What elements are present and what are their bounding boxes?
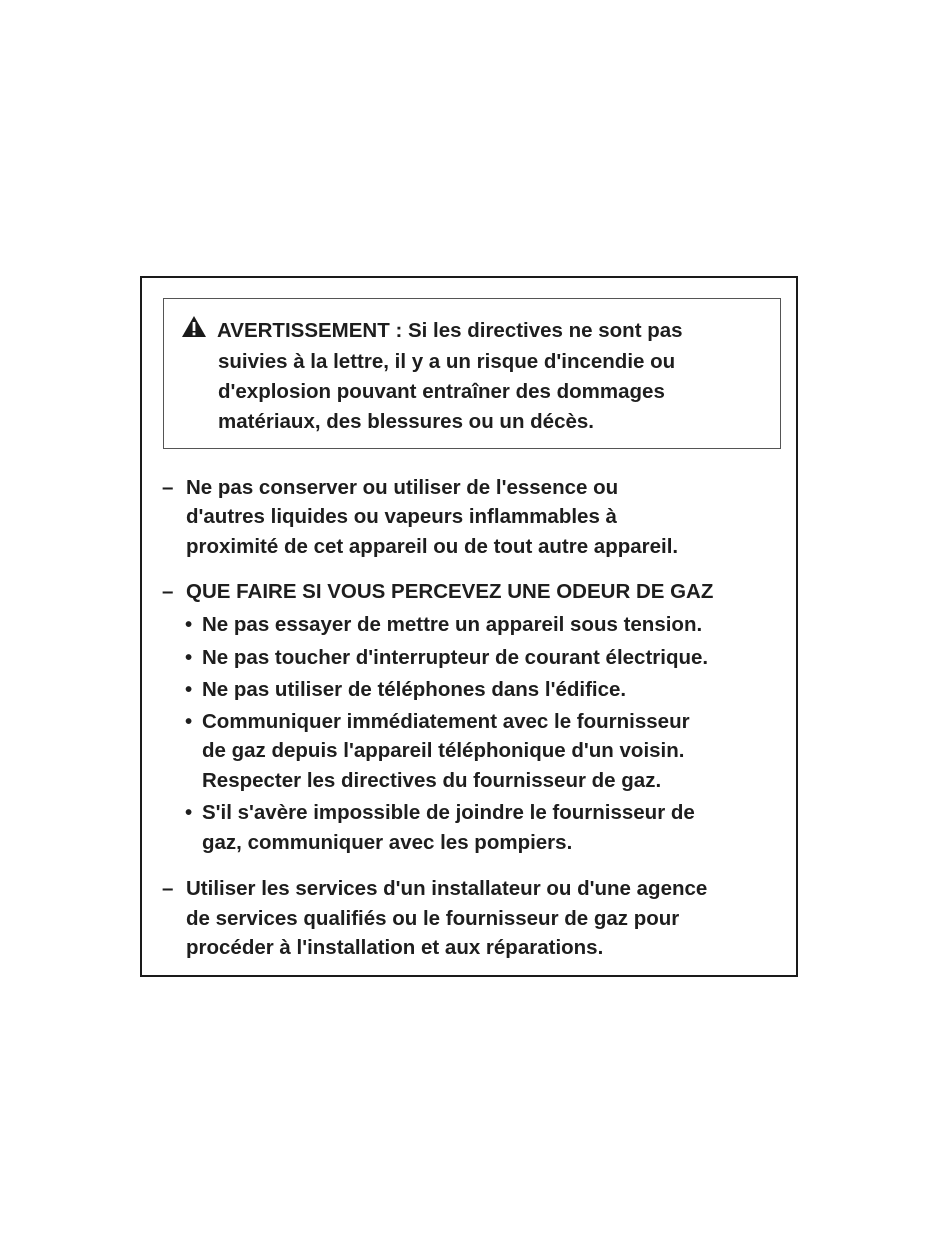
- warning-line-1: AVERTISSEMENT : Si les directives ne sont pas: [217, 319, 683, 342]
- safety-notice-box: [140, 276, 798, 977]
- warning-line-2: suivies à la lettre, il y a un risque d'incendie ou: [218, 350, 676, 373]
- item3-line-3: procéder à l'installation et aux réparations.: [186, 936, 604, 959]
- item1-line-1: Ne pas conserver ou utiliser de l'essence ou: [186, 476, 619, 499]
- bullet-marker: •: [185, 613, 193, 636]
- bullet-3-line-1: Ne pas utiliser de téléphones dans l'édifice.: [202, 678, 627, 701]
- bullet-marker: •: [185, 678, 193, 701]
- item1-line-3: proximité de cet appareil ou de tout autre appareil.: [186, 535, 679, 558]
- dash-marker: –: [162, 580, 174, 603]
- bullet-2-line-1: Ne pas toucher d'interrupteur de courant électrique.: [202, 646, 709, 669]
- item3-line-1: Utiliser les services d'un installateur ou d'une agence: [186, 877, 708, 900]
- bullet-marker: •: [185, 646, 193, 669]
- bullet-4-line-2: de gaz depuis l'appareil téléphonique d'un voisin.: [202, 739, 685, 762]
- item3-line-2: de services qualifiés ou le fournisseur de gaz pour: [186, 907, 680, 930]
- bullet-marker: •: [185, 801, 193, 824]
- dash-marker: –: [162, 476, 174, 499]
- bullet-marker: •: [185, 710, 193, 733]
- bullet-5-line-2: gaz, communiquer avec les pompiers.: [202, 831, 573, 854]
- dash-marker: –: [162, 877, 174, 900]
- bullet-4-line-3: Respecter les directives du fournisseur de gaz.: [202, 769, 662, 792]
- warning-line-4: matériaux, des blessures ou un décès.: [218, 410, 594, 433]
- bullet-1-line-1: Ne pas essayer de mettre un appareil sous tension.: [202, 613, 703, 636]
- bullet-5-line-1: S'il s'avère impossible de joindre le fournisseur de: [202, 801, 695, 824]
- warning-line-3: d'explosion pouvant entraîner des dommages: [218, 380, 665, 403]
- bullet-4-line-1: Communiquer immédiatement avec le fournisseur: [202, 710, 690, 733]
- warning-triangle-icon: [181, 315, 207, 338]
- warning-box: [163, 298, 781, 449]
- item1-line-2: d'autres liquides ou vapeurs inflammables à: [186, 505, 617, 528]
- item2-heading: QUE FAIRE SI VOUS PERCEVEZ UNE ODEUR DE GAZ: [186, 580, 714, 603]
